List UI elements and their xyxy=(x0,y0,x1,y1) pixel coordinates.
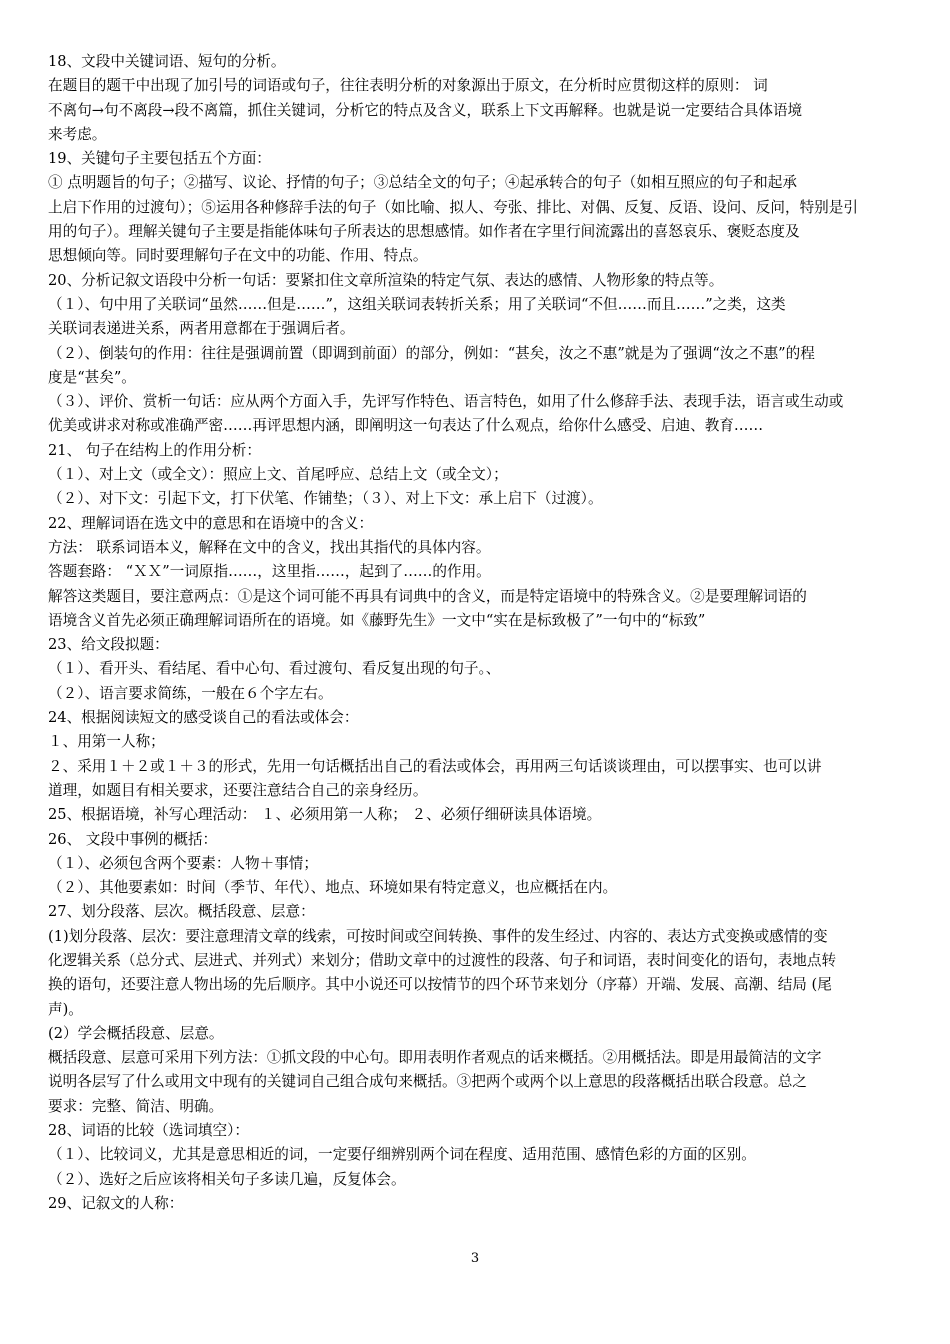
text-line: （２）、其他要素如：时间（季节、年代）、地点、环境如果有特定意义，也应概括在内。 xyxy=(48,879,618,897)
text-line: 换的语句，还要注意人物出场的先后顺序。其中小说还可以按情节的四个环节来划分（序幕）开端、发展、高潮、结局 (尾 xyxy=(48,976,832,994)
text-line: 度是“甚矣”。 xyxy=(48,368,136,386)
text-line: ① 点明题旨的句子；②描写、议论、抒情的句子；③总结全文的句子；④起承转合的句子（如相互照应的句子和起承 xyxy=(48,174,797,192)
text-line: 方法： 联系词语本义，解释在文中的含义，找出其指代的具体内容。 xyxy=(48,538,491,556)
text-line: （２）、选好之后应该将相关句子多读几遍，反复体会。 xyxy=(48,1170,406,1188)
text-line: 18、文段中关键词语、短句的分析。 xyxy=(48,53,286,70)
text-line: 语境含义首先必须正确理解词语所在的语境。如《藤野先生》一文中“实在是标致极了”一句中的“标致” xyxy=(48,611,706,629)
text-line: （２）、倒装句的作用：往往是强调前置（即调到前面）的部分，例如：“甚矣，汝之不惠”就是为了强调“汝之不惠”的程 xyxy=(48,344,815,362)
text-line: 不离句→句不离段→段不离篇，抓住关键词，分析它的特点及含义，联系上下文再解释。也就是说一定要结合具体语境 xyxy=(48,101,803,119)
text-line: (1)划分段落、层次：要注意理清文章的线索，可按时间或空间转换、事件的发生经过、内容的、表达方式变换或感情的变 xyxy=(48,927,828,945)
text-line: (2）学会概括段意、层意。 xyxy=(48,1024,224,1042)
text-line: 上启下作用的过渡句）；⑤运用各种修辞手法的句子（如比喻、拟人、夸张、排比、对偶、反复、反语、设问、反问，特别是引 xyxy=(48,198,858,216)
text-line: 用的句子）。理解关键句子主要是指能体味句子所表达的思想感情。如作者在字里行间流露出的喜怒哀乐、褒贬态度及 xyxy=(48,223,800,241)
document-page xyxy=(48,50,908,1216)
text-line: 解答这类题目，要注意两点：①是这个词可能不再具有词典中的含义，而是特定语境中的特殊含义。②是要理解词语的 xyxy=(48,587,807,605)
text-line: 24、根据阅读短文的感受谈自己的看法或体会： xyxy=(48,709,359,727)
text-line: 28、词语的比较（选词填空）： xyxy=(48,1122,249,1140)
page-number: 3 xyxy=(470,1251,480,1266)
text-line: （１）、比较词义，尤其是意思相近的词，一定要仔细辨别两个词在程度、适用范围、感情色彩的方面的区别。 xyxy=(48,1146,756,1164)
text-line: 22、理解词语在选文中的意思和在语境中的含义： xyxy=(48,514,374,532)
text-line: （２）、语言要求简练，一般在６个字左右。 xyxy=(48,684,333,702)
text-line: 29、记叙文的人称： xyxy=(48,1194,184,1212)
text-line: 25、根据语境，补写心理活动： １、必须用第一人称； ２、必须仔细研读具体语境。 xyxy=(48,806,602,824)
text-line: 要求：完整、简洁、明确。 xyxy=(48,1097,224,1115)
text-line: （１）、句中用了关联词“虽然……但是……”，这组关联词表转折关系；用了关联词“不但……而且……”之类，这类 xyxy=(48,295,786,313)
text-line: （１）、必须包含两个要素：人物＋事情； xyxy=(48,854,318,872)
text-line: 答题套路： “ＸＸ”一词原指……，这里指……，起到了……的作用。 xyxy=(48,563,491,581)
text-line: （２）、对下文：引起下文，打下伏笔、作铺垫；（３）、对上下文：承上启下（过渡）。 xyxy=(48,490,603,508)
text-line: 20、分析记叙文语段中分析一句话：要紧扣住文章所渲染的特定气氛、表达的感情、人物形象的特点等。 xyxy=(48,271,724,289)
text-line: （１）、看开头、看结尾、看中心句、看过渡句、看反复出现的句子。、 xyxy=(48,660,501,678)
text-line: 26、 文段中事例的概括： xyxy=(48,830,218,848)
text-line: 19、关键句子主要包括五个方面： xyxy=(48,150,271,168)
text-line: （３）、评价、赏析一句话：应从两个方面入手，先评写作特色、语言特色，如用了什么修辞手法、表现手法，语言或生动或 xyxy=(48,393,844,411)
text-line: 27、划分段落、层次。概括段意、层意： xyxy=(48,903,315,921)
text-line: 化逻辑关系（总分式、层进式、并列式）来划分；借助文章中的过渡性的段落、句子和词语，表时间变化的语句，表地点转 xyxy=(48,951,837,969)
text-line: 21、 句子在结构上的作用分析： xyxy=(48,441,261,459)
text-line: 思想倾向等。同时要理解句子在文中的功能、作用、特点。 xyxy=(48,247,428,265)
text-line: 说明各层写了什么或用文中现有的关键词自己组合成句来概括。③把两个或两个以上意思的段落概括出联合段意。总之 xyxy=(48,1073,807,1091)
text-line: ２、采用１＋２或１＋３的形式，先用一句话概括出自己的看法或体会，再用两三句话谈谈理由，可以摆事实、也可以讲 xyxy=(48,757,822,775)
text-line: 23、给文段拟题： xyxy=(48,636,169,654)
text-line: 优美或讲求对称或准确严密……再评思想内涵，即阐明这一句表达了什么观点，给你什么感受、启迪、教育…… xyxy=(48,417,764,435)
text-line: １、用第一人称； xyxy=(48,733,165,751)
text-line: 声)。 xyxy=(48,1000,83,1018)
text-line: （１）、对上文（或全文）：照应上文、首尾呼应、总结上文（或全文）； xyxy=(48,466,508,484)
text-line: 概括段意、层意可采用下列方法：①抓文段的中心句。即用表明作者观点的话来概括。②用概括法。即是用最简洁的文字 xyxy=(48,1049,822,1067)
text-line: 在题目的题干中出现了加引号的词语或句子，往往表明分析的对象源出于原文，在分析时应贯彻这样的原则： 词 xyxy=(48,77,768,95)
text-line: 道理，如题目有相关要求，还要注意结合自己的亲身经历。 xyxy=(48,781,428,799)
text-line: 关联词表递进关系，两者用意都在于强调后者。 xyxy=(48,320,355,338)
text-line: 来考虑。 xyxy=(48,125,107,143)
